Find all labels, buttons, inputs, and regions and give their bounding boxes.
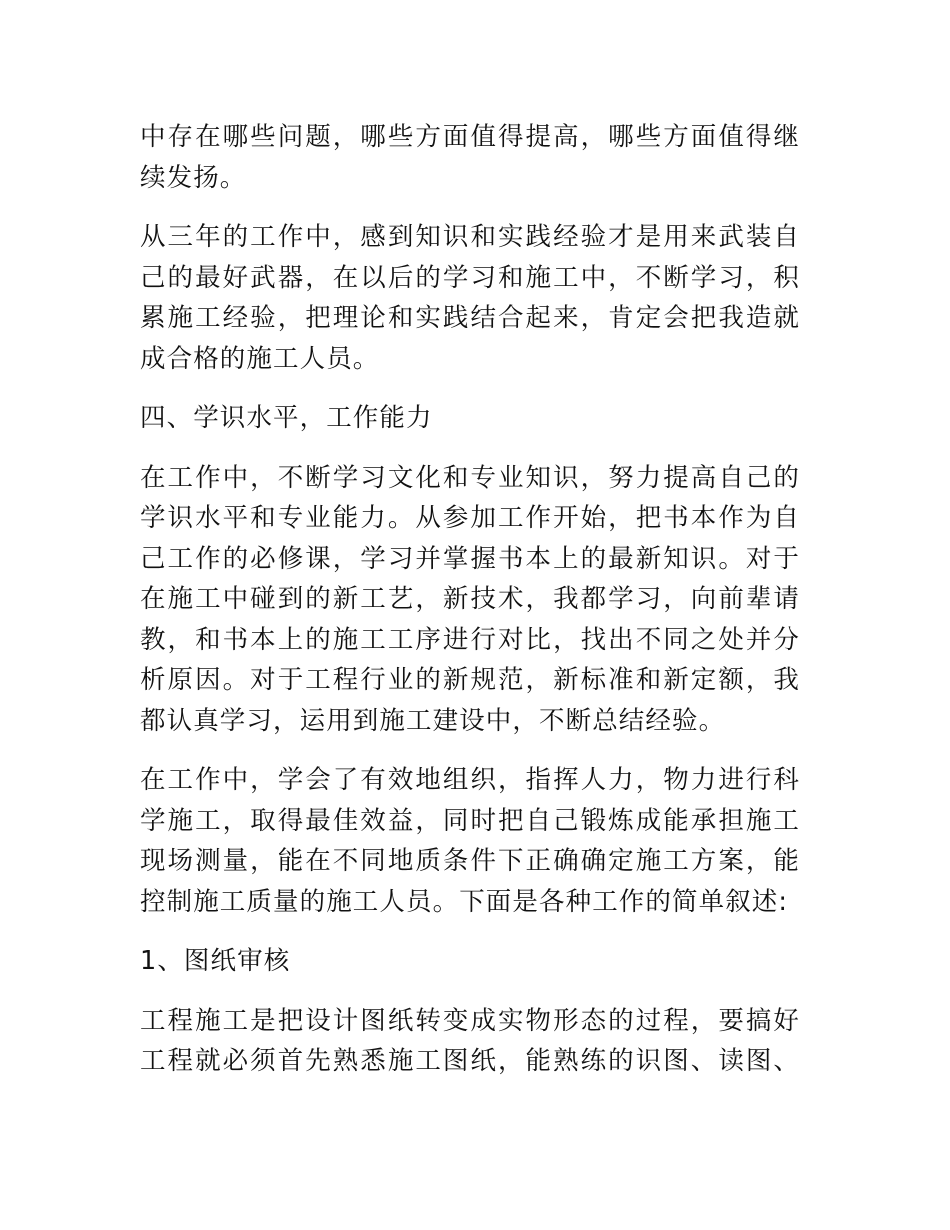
text-line: 工程就必须首先熟悉施工图纸，能熟练的识图、读图、 [140,1046,800,1076]
text-line: 都认真学习，运用到施工建设中，不断总结经验。 [140,705,726,736]
text-line: 析原因。对于工程行业的新规范，新标准和新定额，我 [140,665,800,695]
text-line: 己的最好武器，在以后的学习和施工中，不断学习，积 [140,262,800,293]
text-line: 在工作中，不断学习文化和专业知识，努力提高自己的 [140,462,800,493]
text-line: 学识水平和专业能力。从参加工作开始，把书本作为自 [140,503,800,533]
text-line: 成合格的施工人员。 [140,343,380,374]
paragraph-2 [140,217,800,379]
text-line: 在施工中碰到的新工艺，新技术，我都学习，向前辈请 [140,584,800,614]
text-line: 累施工经验，把理论和实践结合起来，肯定会把我造就 [140,303,800,333]
text-line: 教，和书本上的施工工序进行对比，找出不同之处并分 [140,624,800,655]
text-line: 己工作的必修课，学习并掌握书本上的最新知识。对于 [140,543,800,574]
paragraph-5 [140,1001,800,1082]
text-line: 续发扬。 [140,162,247,193]
section-heading-1: 1、图纸审核 [140,946,291,976]
section-heading-4: 四、学识水平，工作能力 [140,403,433,433]
document-page [140,117,800,1101]
paragraph-4 [140,760,800,922]
text-line: 中存在哪些问题，哪些方面值得提高，哪些方面值得继 [140,122,800,152]
text-line: 现场测量，能在不同地质条件下正确确定施工方案，能 [140,846,800,876]
text-line: 工程施工是把设计图纸转变成实物形态的过程，要搞好 [140,1005,800,1036]
text-line: 学施工，取得最佳效益，同时把自己锻炼成能承担施工 [140,805,800,836]
paragraph-3 [140,458,800,742]
text-line: 从三年的工作中，感到知识和实践经验才是用来武装自 [140,222,800,252]
text-line: 控制施工质量的施工人员。下面是各种工作的简单叙述: [140,886,789,917]
paragraph-1 [140,117,800,198]
text-line: 在工作中，学会了有效地组织，指挥人力，物力进行科 [140,765,800,795]
